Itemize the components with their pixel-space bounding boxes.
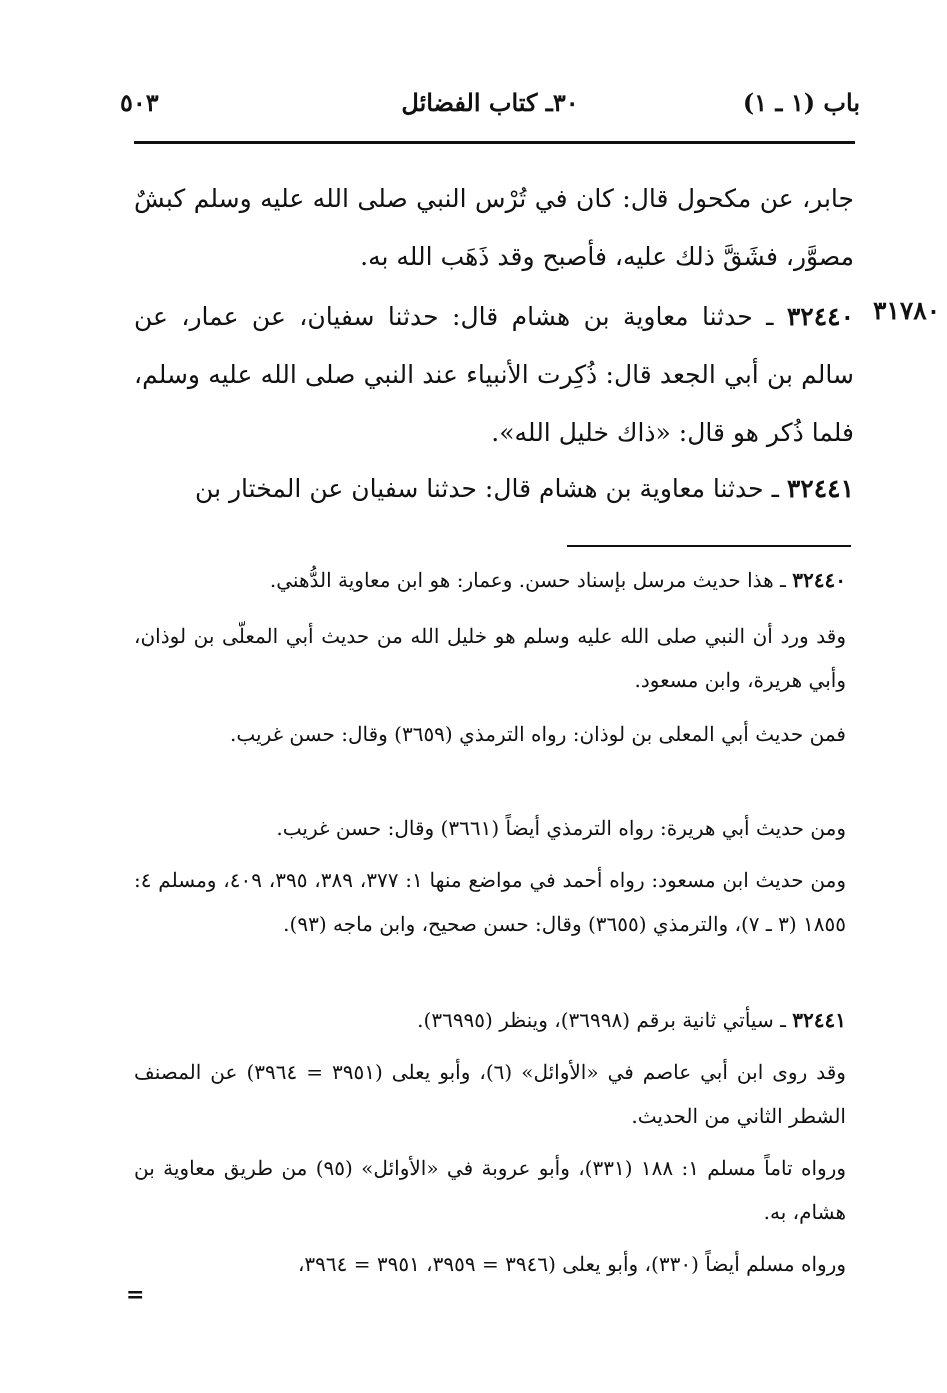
hadith-32440 bbox=[134, 288, 854, 462]
header-rule bbox=[134, 141, 855, 144]
hadith-number: ٣٢٤٤٠ bbox=[786, 302, 854, 331]
hadith-32441 bbox=[134, 460, 854, 518]
footnote-number: ٣٢٤٤٠ bbox=[792, 568, 846, 592]
footnote-rule bbox=[567, 545, 851, 547]
footnote-number: ٣٢٤٤١ bbox=[792, 1008, 846, 1032]
footnote-paragraph: ورواه مسلم أيضاً (٣٣٠)، وأبو يعلى (٣٩٤٦ = ٣٩٥٩، ٣٩٥١ = ٣٩٦٤، bbox=[297, 1252, 846, 1276]
hadith-text: ـ حدثنا معاوية بن هشام قال: حدثنا سفيان عن المختار بن bbox=[195, 474, 779, 503]
hadith-text: ـ حدثنا معاوية بن هشام قال: حدثنا سفيان، عن عمار، عن سالم بن أبي الجعد قال: ذُكِرت الأنبياء عند النبي صلى الله عليه وسلم، فلما ذُكر هو قال: «ذاك خليل الله». bbox=[134, 302, 854, 447]
footnote-paragraph: ومن حديث ابن مسعود: رواه أحمد في مواضع منها ١: ٣٧٧، ٣٨٩، ٣٩٥، ٤٠٩، ومسلم ٤: ١٨٥٥ (٣ ـ ٧)، والترمذي (٣٦٥٥) وقال: حسن صحيح، وابن ماجه (٩٣). bbox=[134, 868, 847, 936]
chapter-label: باب (١ ـ ١) bbox=[742, 88, 860, 117]
footnote-paragraph: وقد روى ابن أبي عاصم في «الأوائل» (٦)، وأبو يعلى (٣٩٥١ = ٣٩٦٤) عن المصنف الشطر الثاني من الحديث. bbox=[134, 1060, 846, 1128]
page-number: ٥٠٣ bbox=[120, 88, 159, 117]
book-title: ٣٠ـ كتاب الفضائل bbox=[401, 88, 579, 117]
footnote-paragraph: فمن حديث أبي المعلى بن لوذان: رواه الترمذي (٣٦٥٩) وقال: حسن غريب. bbox=[230, 722, 846, 746]
margin-number: ٣١٧٨٠ bbox=[873, 296, 941, 325]
footnote-paragraph: وقد ورد أن النبي صلى الله عليه وسلم هو خليل الله من حديث أبي المعلّى بن لوذان، وأبي هريرة، وابن مسعود. bbox=[134, 624, 846, 692]
footnote-paragraph: ورواه تاماً مسلم ١: ١٨٨ (٣٣١)، وأبو عروبة في «الأوائل» (٩٥) من طريق معاوية بن هشام، به. bbox=[134, 1156, 846, 1224]
paragraph-continuation bbox=[134, 170, 854, 286]
paragraph-text: جابر، عن مكحول قال: كان في تُرْس النبي صلى الله عليه وسلم كبشٌ مصوَّر، فشَقَّ ذلك عليه، فأصبح وقد ذَهَب الله به. bbox=[134, 184, 854, 271]
hadith-number: ٣٢٤٤١ bbox=[786, 474, 854, 503]
footnote-paragraph: ومن حديث أبي هريرة: رواه الترمذي أيضاً (٣٦٦١) وقال: حسن غريب. bbox=[276, 816, 846, 840]
footnote-32441 bbox=[134, 998, 846, 1042]
continuation-mark: = bbox=[126, 1282, 145, 1308]
footnote-32440 bbox=[134, 558, 846, 602]
footnote-text: ـ هذا حديث مرسل بإسناد حسن. وعمار: هو ابن معاوية الدُّهني. bbox=[269, 568, 786, 592]
footnote-text: ـ سيأتي ثانية برقم (٣٦٩٩٨)، وينظر (٣٦٩٩٥). bbox=[417, 1008, 786, 1032]
running-header bbox=[120, 88, 860, 128]
